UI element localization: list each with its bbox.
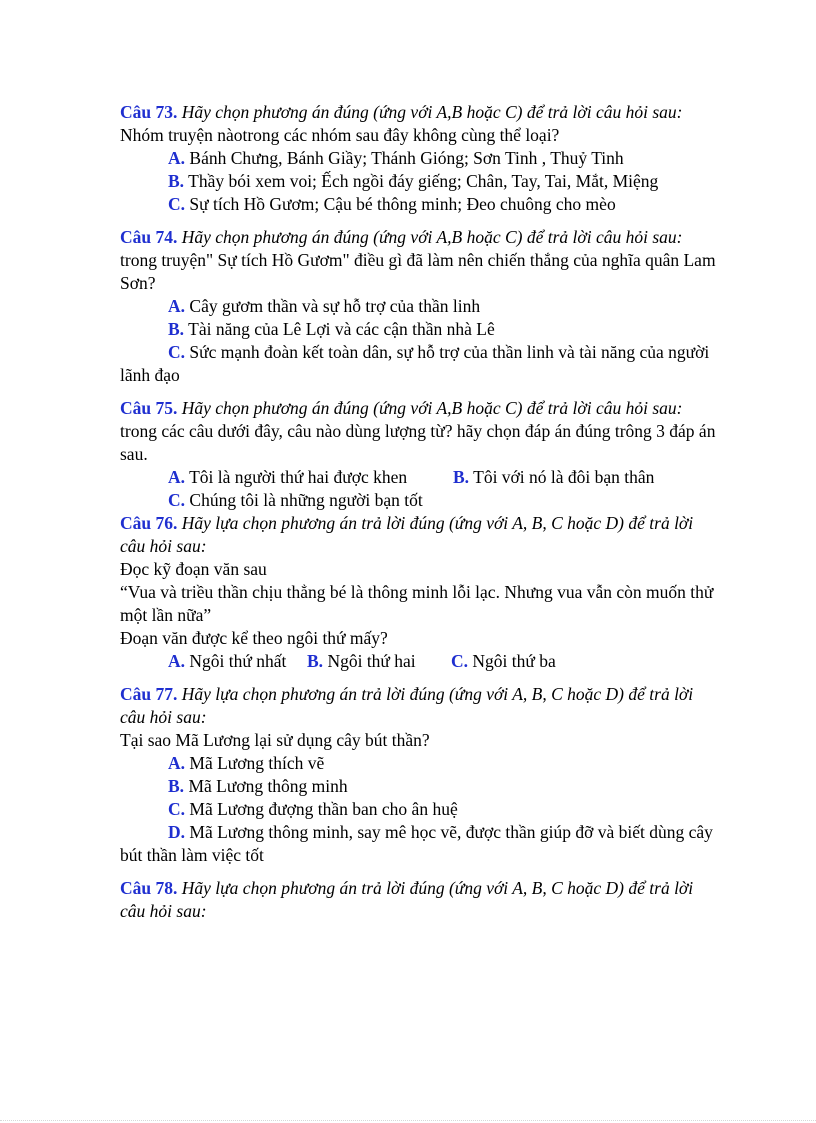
option-c: C. Ngôi thứ ba — [451, 651, 556, 671]
option-a: A. Cây gươm thần và sự hỗ trợ của thần linh — [168, 296, 481, 316]
question-73 — [120, 101, 720, 216]
question-prompt: Hãy chọn phương án đúng (ứng với A,B hoặc C) để trả lời câu hỏi sau: — [181, 227, 683, 247]
option-b: B. Mã Lương thông minh — [168, 776, 348, 796]
question-75 — [120, 397, 720, 512]
question-label: Câu 73. — [120, 102, 178, 122]
option-a: A. Tôi là người thứ hai được khen — [168, 467, 408, 487]
question-text: Tại sao Mã Lương lại sử dụng cây bút thần? — [120, 730, 430, 750]
question-prompt: Hãy chọn phương án đúng (ứng với A,B hoặc C) để trả lời câu hỏi sau: — [181, 398, 683, 418]
option-c: C. Sức mạnh đoàn kết toàn dân, sự hỗ trợ của thần linh và tài năng của người lãnh đạo — [120, 342, 710, 385]
option-b: B. Thầy bói xem voi; Ếch ngồi đáy giếng; Chân, Tay, Tai, Mắt, Miệng — [168, 171, 659, 191]
question-76 — [120, 512, 720, 673]
option-b: B. Ngôi thứ hai — [307, 651, 416, 671]
option-c: C. Chúng tôi là những người bạn tốt — [168, 490, 423, 510]
question-text: trong các câu dưới đây, câu nào dùng lượng từ? hãy chọn đáp án đúng trông 3 đáp án sau. — [120, 421, 716, 464]
question-prompt: Hãy lựa chọn phương án trả lời đúng (ứng với A, B, C hoặc D) để trả lời câu hỏi sau: — [120, 878, 694, 921]
question-label: Câu 74. — [120, 227, 178, 247]
question-text: trong truyện" Sự tích Hồ Gươm" điều gì đã làm nên chiến thắng của nghĩa quân Lam Sơn? — [120, 250, 716, 293]
question-text: Đọc kỹ đoạn văn sau — [120, 559, 267, 579]
quoted-passage: “Vua và triều thần chịu thẳng bé là thông minh lỗi lạc. Nhưng vua vẫn còn muốn thử một lần nữa” — [120, 582, 714, 625]
question-prompt: Hãy lựa chọn phương án trả lời đúng (ứng với A, B, C hoặc D) để trả lời câu hỏi sau: — [120, 513, 694, 556]
question-label: Câu 78. — [120, 878, 178, 898]
question-77 — [120, 683, 720, 867]
question-label: Câu 75. — [120, 398, 178, 418]
question-78 — [120, 877, 720, 923]
question-prompt: Hãy chọn phương án đúng (ứng với A,B hoặc C) để trả lời câu hỏi sau: — [181, 102, 683, 122]
question-label: Câu 77. — [120, 684, 178, 704]
option-d: D. Mã Lương thông minh, say mê học vẽ, được thần giúp đỡ và biết dùng cây bút thần làm việc tốt — [120, 822, 713, 865]
document-page — [120, 101, 720, 923]
question-prompt: Hãy lựa chọn phương án trả lời đúng (ứng với A, B, C hoặc D) để trả lời câu hỏi sau: — [120, 684, 694, 727]
option-b: B. Tài năng của Lê Lợi và các cận thần nhà Lê — [168, 319, 495, 339]
option-row — [120, 650, 720, 673]
option-c: C. Mã Lương đượng thần ban cho ân huệ — [168, 799, 458, 819]
question-74 — [120, 226, 720, 387]
question-text: Nhóm truyện nàotrong các nhóm sau đây không cùng thể loại? — [120, 125, 560, 145]
option-a: A. Bánh Chưng, Bánh Giầy; Thánh Gióng; Sơn Tinh , Thuỷ Tinh — [168, 148, 624, 168]
option-c: C. Sự tích Hồ Gươm; Cậu bé thông minh; Đeo chuông cho mèo — [168, 194, 616, 214]
page-bottom-divider — [0, 1120, 816, 1121]
question-text: Đoạn văn được kể theo ngôi thứ mấy? — [120, 628, 388, 648]
option-row — [120, 466, 720, 489]
option-a: A. Mã Lương thích vẽ — [168, 753, 325, 773]
option-b: B. Tôi với nó là đôi bạn thân — [453, 467, 655, 487]
question-label: Câu 76. — [120, 513, 178, 533]
option-a: A. Ngôi thứ nhất — [168, 651, 287, 671]
